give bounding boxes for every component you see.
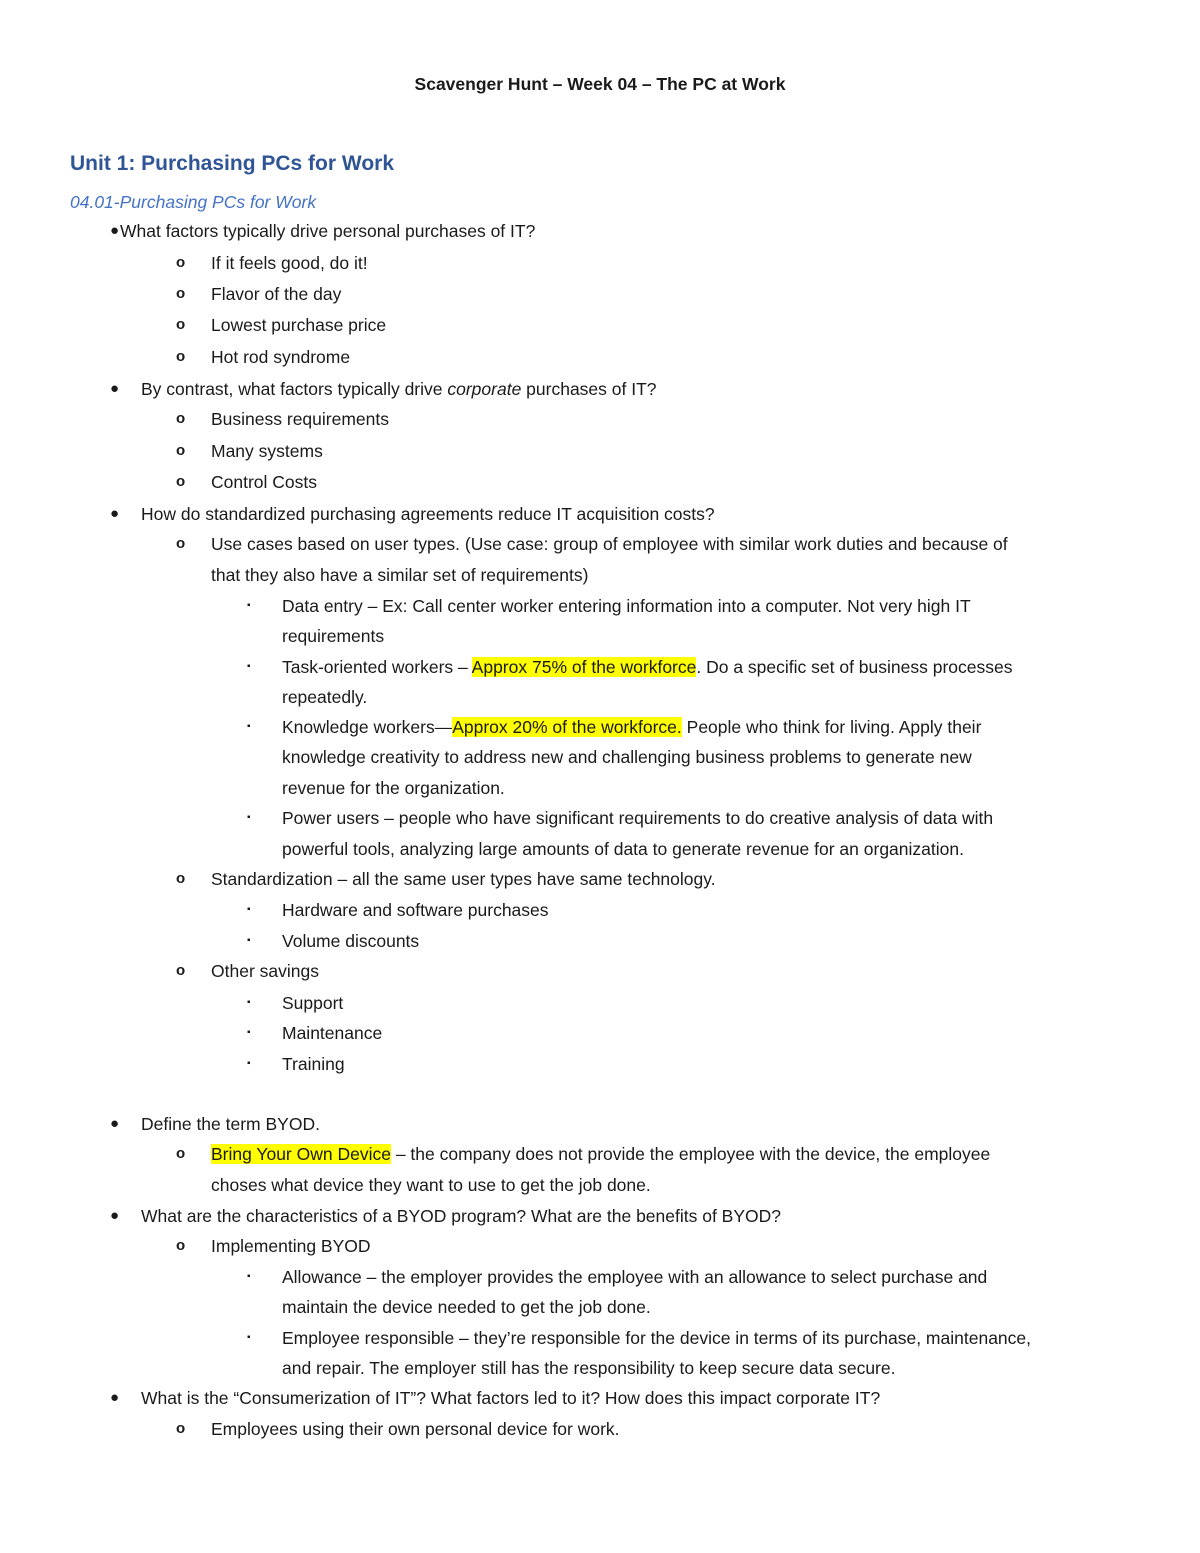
square-marker: ▪ — [247, 935, 251, 946]
line-text: requirements — [282, 626, 385, 646]
line-text: Flavor of the day — [211, 284, 342, 304]
line-text: knowledge creativity to address new and challenging business problems to generate new — [282, 747, 972, 767]
section-heading: 04.01-Purchasing PCs for Work — [70, 192, 317, 212]
outline-line — [211, 471, 317, 493]
outline-line — [211, 440, 323, 462]
circle-marker: o — [176, 316, 186, 333]
line-text: Data entry – Ex: Call center worker entering information into a computer. Not very high IT — [282, 596, 971, 616]
line-text: How do standardized purchasing agreements reduce IT acquisition costs? — [141, 504, 715, 524]
square-marker: ▪ — [247, 600, 251, 611]
bullet-marker: ● — [110, 1115, 120, 1132]
outline-line — [211, 346, 350, 368]
line-text: repeatedly. — [282, 687, 368, 707]
outline-line — [282, 838, 964, 860]
line-text: Business requirements — [211, 409, 389, 429]
outline-line — [282, 746, 972, 768]
outline-line — [282, 595, 971, 617]
line-text: Lowest purchase price — [211, 315, 387, 335]
square-marker: ▪ — [247, 1332, 251, 1343]
circle-marker: o — [176, 254, 186, 271]
outline-line — [141, 1387, 880, 1409]
outline-line — [141, 1205, 781, 1227]
line-text: What is the “Consumerization of IT”? What factors led to it? How does this impact corporate IT? — [141, 1388, 881, 1408]
outline-line — [282, 656, 1013, 678]
outline-line — [211, 1235, 371, 1257]
outline-line — [211, 564, 588, 586]
outline-line — [282, 992, 343, 1014]
circle-marker: o — [176, 473, 186, 490]
square-marker: ▪ — [247, 1271, 251, 1282]
highlighted-text: Approx 20% of the workforce. — [452, 717, 682, 737]
outline-line — [282, 1022, 382, 1044]
line-text: that they also have a similar set of requirements) — [211, 565, 589, 585]
line-text: revenue for the organization. — [282, 778, 505, 798]
circle-marker: o — [176, 285, 186, 302]
outline-line — [141, 503, 715, 525]
line-text: . Do a specific set of business processes — [696, 657, 1013, 677]
outline-line — [282, 625, 384, 647]
line-text: Standardization – all the same user types have same technology. — [211, 869, 716, 889]
line-text: Hot rod syndrome — [211, 347, 351, 367]
line-text: Define the term BYOD. — [141, 1114, 320, 1134]
circle-marker: o — [176, 348, 186, 365]
outline-line — [211, 314, 386, 336]
line-text: Employees using their own personal device for work. — [211, 1419, 620, 1439]
outline-line — [282, 930, 419, 952]
outline-line — [282, 777, 505, 799]
line-text: Maintenance — [282, 1023, 383, 1043]
line-text: purchases of IT? — [521, 379, 657, 399]
square-marker: ▪ — [247, 904, 251, 915]
line-text: and repair. The employer still has the responsibility to keep secure data secure. — [282, 1358, 896, 1378]
outline-line — [282, 716, 981, 738]
outline-line — [282, 1357, 895, 1379]
circle-marker: o — [176, 442, 186, 459]
square-marker: ▪ — [247, 812, 251, 823]
outline-line — [211, 1418, 620, 1440]
line-text: Hardware and software purchases — [282, 900, 549, 920]
line-text: What are the characteristics of a BYOD program? What are the benefits of BYOD? — [141, 1206, 782, 1226]
line-text: Many systems — [211, 441, 323, 461]
line-text: maintain the device needed to get the job done. — [282, 1297, 651, 1317]
circle-marker: o — [176, 535, 186, 552]
circle-marker: o — [176, 410, 186, 427]
line-text: Power users – people who have significant requirements to do creative analysis of data with — [282, 808, 994, 828]
outline-line — [141, 378, 657, 400]
outline-line — [211, 252, 368, 274]
line-text: What factors typically drive personal purchases of IT? — [120, 221, 536, 241]
outline-line — [282, 1296, 651, 1318]
line-text: Support — [282, 993, 344, 1013]
outline-line — [282, 1053, 345, 1075]
line-text: – the company does not provide the employee with the device, the employee — [390, 1144, 991, 1164]
bullet-marker: ● — [110, 505, 120, 522]
outline-line — [211, 1143, 990, 1165]
outline-line — [282, 807, 993, 829]
line-text: powerful tools, analyzing large amounts of data to generate revenue for an organization. — [282, 839, 964, 859]
line-text: Implementing BYOD — [211, 1236, 371, 1256]
line-text: Training — [282, 1054, 345, 1074]
outline-line — [211, 868, 716, 890]
outline-line — [282, 1327, 1031, 1349]
outline-line — [141, 1113, 320, 1135]
bullet-marker: ● — [110, 1207, 120, 1224]
outline-line — [211, 533, 1008, 555]
line-text: If it feels good, do it! — [211, 253, 368, 273]
square-marker: ▪ — [247, 997, 251, 1008]
circle-marker: o — [176, 1237, 186, 1254]
square-marker: ▪ — [247, 1027, 251, 1038]
line-text: Knowledge workers— — [282, 717, 453, 737]
line-text: Use cases based on user types. (Use case: group of employee with similar work duties and because of — [211, 534, 1008, 554]
line-text: Volume discounts — [282, 931, 420, 951]
document-title: Scavenger Hunt – Week 04 – The PC at Work — [414, 74, 786, 94]
bullet-marker: ● — [110, 222, 120, 239]
square-marker: ▪ — [247, 661, 251, 672]
highlighted-text: Bring Your Own Device — [211, 1144, 391, 1164]
highlighted-text: Approx 75% of the workforce — [471, 657, 697, 677]
italic-text: corporate — [447, 379, 522, 399]
outline-line — [211, 960, 319, 982]
circle-marker: o — [176, 1420, 186, 1437]
outline-line — [211, 283, 341, 305]
line-text: Other savings — [211, 961, 319, 981]
outline-line — [120, 220, 535, 242]
line-text: Allowance – the employer provides the employee with an allowance to select purchase and — [282, 1267, 988, 1287]
outline-line — [282, 899, 549, 921]
outline-line — [282, 1266, 987, 1288]
outline-line — [211, 408, 389, 430]
line-text: People who think for living. Apply their — [681, 717, 982, 737]
circle-marker: o — [176, 870, 186, 887]
line-text: Employee responsible – they’re responsible for the device in terms of its purchase, maintenance, — [282, 1328, 1032, 1348]
circle-marker: o — [176, 1145, 186, 1162]
line-text: Task-oriented workers – — [282, 657, 472, 677]
outline-line — [211, 1174, 651, 1196]
bullet-marker: ● — [110, 380, 120, 397]
bullet-marker: ● — [110, 1389, 120, 1406]
square-marker: ▪ — [247, 721, 251, 732]
line-text: By contrast, what factors typically drive — [141, 379, 448, 399]
circle-marker: o — [176, 962, 186, 979]
outline-line — [282, 686, 367, 708]
line-text: choses what device they want to use to get the job done. — [211, 1175, 651, 1195]
line-text: Control Costs — [211, 472, 318, 492]
unit-heading: Unit 1: Purchasing PCs for Work — [70, 152, 394, 175]
square-marker: ▪ — [247, 1058, 251, 1069]
